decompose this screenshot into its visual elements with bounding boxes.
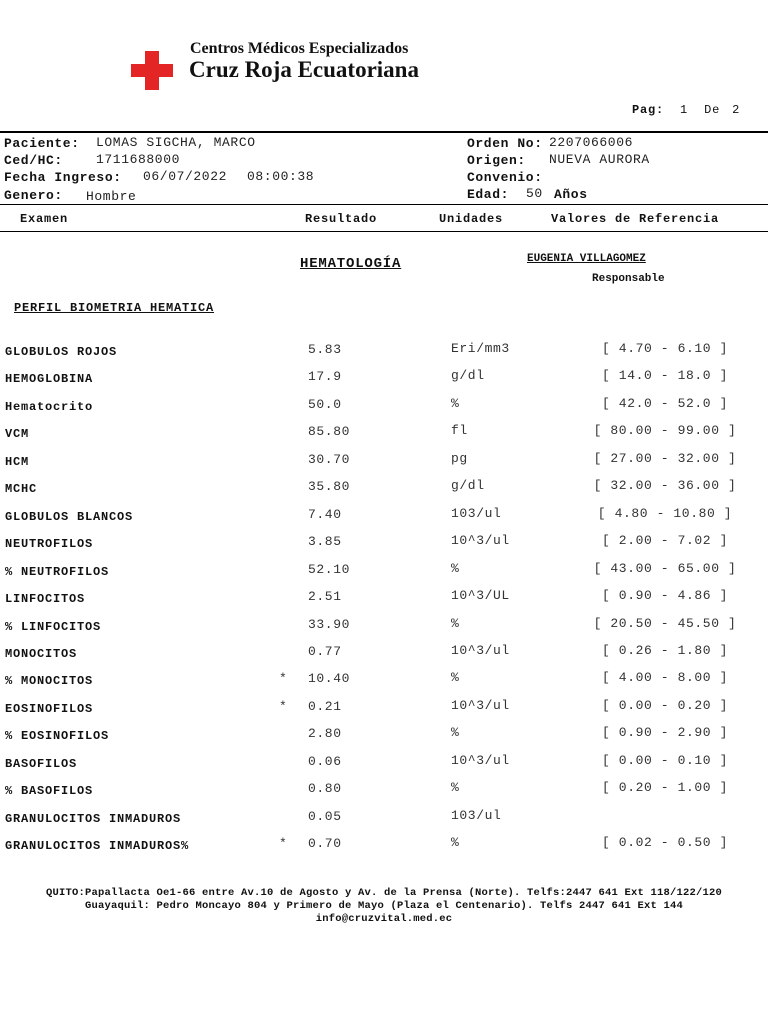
- result-reference: [ 0.00 - 0.20 ]: [601, 697, 729, 713]
- result-name: GRANULOCITOS INMADUROS%: [5, 839, 190, 854]
- section-title: HEMATOLOGÍA: [300, 256, 402, 272]
- result-unit: g/dl: [451, 368, 485, 384]
- result-unit: 10^3/ul: [451, 533, 510, 549]
- result-unit: Eri/mm3: [451, 341, 510, 356]
- red-cross-logo-icon: [131, 51, 173, 90]
- footer-email: info@cruzvital.med.ec: [315, 913, 453, 925]
- column-reference: Valores de Referencia: [551, 212, 720, 226]
- admission-date-label: Fecha Ingreso:: [4, 170, 122, 185]
- result-name: % NEUTROFILOS: [5, 564, 110, 579]
- result-unit: %: [451, 780, 460, 796]
- result-value: 50.0: [308, 396, 342, 412]
- result-name: % EOSINOFILOS: [5, 729, 110, 744]
- gender-value: Hombre: [86, 189, 137, 204]
- result-value: 10.40: [308, 671, 351, 687]
- result-unit: %: [451, 395, 460, 411]
- column-result: Resultado: [305, 212, 378, 226]
- page-label: Pag:: [632, 103, 665, 117]
- admission-time: 08:00:38: [247, 169, 315, 184]
- footer-address-quito: QUITO:Papallacta Oe1-66 entre Av.10 de Agosto y Av. de la Prensa (Norte). Telfs:2447 641 Ext 118/122/120: [45, 887, 723, 899]
- result-name: GLOBULOS BLANCOS: [5, 509, 134, 524]
- result-value: 2.51: [308, 589, 342, 605]
- result-reference: [ 20.50 - 45.50 ]: [593, 615, 737, 631]
- result-unit: 10^3/UL: [451, 588, 510, 604]
- result-unit: 10^3/ul: [451, 752, 510, 768]
- result-name: % MONOCITOS: [5, 674, 94, 689]
- result-name: % LINFOCITOS: [5, 619, 102, 634]
- result-reference: [ 0.26 - 1.80 ]: [601, 642, 729, 658]
- result-value: 17.9: [308, 369, 342, 385]
- result-unit: %: [451, 725, 460, 741]
- origin-value: NUEVA AURORA: [549, 152, 650, 167]
- order-number: 2207066006: [549, 135, 634, 150]
- brand-line-1: Centros Médicos Especializados: [190, 40, 409, 57]
- header-divider-middle: [0, 204, 768, 205]
- result-flag: *: [279, 698, 288, 714]
- result-value: 52.10: [308, 561, 351, 577]
- result-unit: fl: [451, 423, 468, 439]
- age-unit: Años: [554, 187, 588, 202]
- result-unit: pg: [451, 450, 468, 466]
- result-reference: [ 80.00 - 99.00 ]: [593, 423, 737, 439]
- brand-line-2: Cruz Roja Ecuatoriana: [189, 57, 419, 82]
- result-unit: g/dl: [451, 478, 485, 494]
- result-unit: %: [451, 835, 460, 851]
- result-reference: [ 0.90 - 4.86 ]: [601, 588, 729, 604]
- result-reference: [ 43.00 - 65.00 ]: [593, 560, 737, 576]
- result-reference: [ 0.02 - 0.50 ]: [601, 835, 729, 851]
- header-divider-bottom: [0, 231, 768, 232]
- result-name: Hematocrito: [5, 399, 94, 414]
- result-value: 0.21: [308, 698, 342, 714]
- agreement-label: Convenio:: [467, 170, 543, 185]
- result-name: LINFOCITOS: [5, 592, 86, 607]
- result-value: 35.80: [308, 479, 351, 495]
- result-value: 7.40: [308, 506, 342, 522]
- result-value: 0.77: [308, 643, 342, 659]
- result-reference: [ 4.80 - 10.80 ]: [597, 505, 733, 521]
- result-reference: [ 42.0 - 52.0 ]: [601, 395, 729, 411]
- result-reference: [ 4.00 - 8.00 ]: [601, 670, 729, 686]
- result-value: 0.05: [308, 808, 342, 824]
- result-value: 0.06: [308, 753, 342, 769]
- patient-id-label: Ced/HC:: [4, 153, 63, 168]
- result-reference: [ 0.00 - 0.10 ]: [601, 752, 729, 768]
- patient-name-label: Paciente:: [4, 136, 80, 151]
- result-name: MCHC: [5, 482, 38, 497]
- header-divider-top: [0, 131, 768, 133]
- page-total: 2: [732, 103, 741, 117]
- result-reference: [ 4.70 - 6.10 ]: [601, 341, 729, 356]
- result-value: 2.80: [308, 726, 342, 742]
- footer-address-guayaquil: Guayaquil: Pedro Moncayo 804 y Primero de Mayo (Plaza el Centenario). Telfs 2447 641 Ext 144: [84, 900, 684, 912]
- age-value: 50: [526, 186, 543, 201]
- admission-date: 06/07/2022: [143, 169, 228, 184]
- column-units: Unidades: [439, 212, 504, 226]
- page-current: 1: [680, 103, 689, 117]
- result-name: NEUTROFILOS: [5, 537, 94, 552]
- result-reference: [ 0.20 - 1.00 ]: [601, 780, 729, 796]
- result-reference: [ 14.0 - 18.0 ]: [601, 368, 729, 384]
- result-value: 30.70: [308, 451, 351, 467]
- result-flag: *: [279, 671, 288, 687]
- column-exam: Examen: [20, 212, 69, 226]
- result-name: % BASOFILOS: [5, 784, 94, 799]
- gender-label: Genero:: [4, 188, 63, 203]
- result-unit: 103/ul: [451, 505, 502, 521]
- result-unit: %: [451, 670, 460, 686]
- result-name: HCM: [5, 454, 30, 469]
- patient-name: LOMAS SIGCHA, MARCO: [96, 135, 256, 150]
- result-value: 85.80: [308, 424, 351, 440]
- result-name: VCM: [5, 427, 30, 442]
- origin-label: Origen:: [467, 153, 526, 168]
- profile-title: PERFIL BIOMETRIA HEMATICA: [14, 301, 215, 315]
- result-reference: [ 32.00 - 36.00 ]: [593, 478, 737, 494]
- result-name: GLOBULOS ROJOS: [5, 345, 118, 359]
- page-of-label: De: [704, 103, 721, 117]
- result-reference: [ 27.00 - 32.00 ]: [593, 450, 737, 466]
- result-value: 5.83: [308, 342, 342, 357]
- order-label: Orden No:: [467, 136, 543, 151]
- result-name: GRANULOCITOS INMADUROS: [5, 811, 182, 826]
- result-flag: *: [279, 836, 288, 852]
- result-value: 0.70: [308, 836, 342, 852]
- result-name: MONOCITOS: [5, 646, 78, 661]
- result-value: 0.80: [308, 781, 342, 797]
- result-name: HEMOGLOBINA: [5, 372, 94, 387]
- age-label: Edad:: [467, 187, 510, 202]
- result-name: BASOFILOS: [5, 756, 78, 771]
- result-unit: %: [451, 560, 460, 576]
- responsible-label: Responsable: [592, 273, 665, 285]
- responsible-name: EUGENIA VILLAGOMEZ: [527, 253, 646, 265]
- result-unit: %: [451, 615, 460, 631]
- result-reference: [ 2.00 - 7.02 ]: [601, 533, 729, 549]
- result-unit: 103/ul: [451, 807, 502, 823]
- result-name: EOSINOFILOS: [5, 701, 94, 716]
- result-value: 33.90: [308, 616, 351, 632]
- patient-id: 1711688000: [96, 152, 181, 167]
- result-value: 3.85: [308, 534, 342, 550]
- result-reference: [ 0.90 - 2.90 ]: [601, 725, 729, 741]
- result-unit: 10^3/ul: [451, 697, 510, 713]
- result-unit: 10^3/ul: [451, 642, 510, 658]
- page-indicator: [632, 103, 740, 117]
